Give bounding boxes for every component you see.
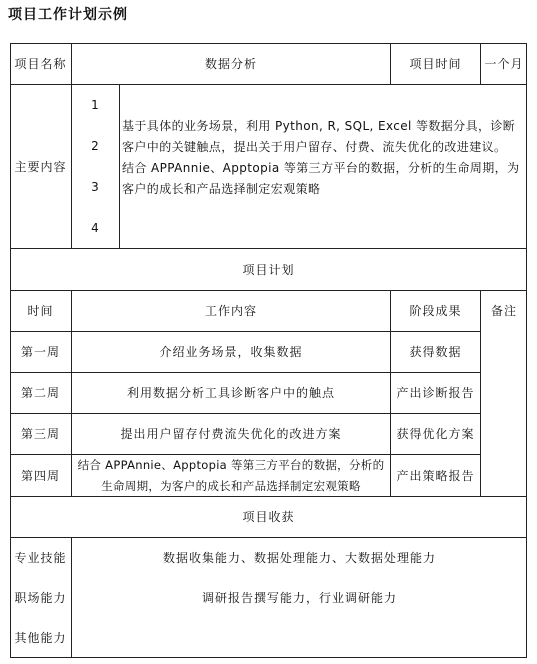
- main-content-text: [122, 116, 524, 200]
- week-cell: 第三周: [20, 427, 60, 441]
- result-cell: 产出策略报告: [396, 468, 475, 483]
- harvest-section-title: 项目收获: [242, 510, 295, 524]
- harvest-label: 职场能力: [14, 591, 67, 605]
- item-number: 3: [91, 180, 100, 194]
- content-paragraph: 结合 APPAnnie、Apptopia 等第三方平台的数据，分析的生命周期，为客户的成长和产品选择制定宏观策略: [122, 161, 520, 196]
- harvest-value: [72, 618, 527, 658]
- harvest-value: 调研报告撰写能力，行业调研能力: [201, 591, 397, 605]
- result-cell: 获得数据: [409, 345, 462, 359]
- harvest-label: 其他能力: [14, 631, 67, 645]
- harvest-label: 专业技能: [14, 551, 67, 565]
- main-content-label: 主要内容: [14, 159, 67, 174]
- document-title: 项目工作计划示例: [8, 7, 128, 23]
- work-cell: 介绍业务场景，收集数据: [159, 345, 303, 359]
- week-cell: 第四周: [20, 468, 60, 483]
- col-header-work: 工作内容: [204, 304, 257, 318]
- content-paragraph: 基于具体的业务场景，利用 Python, R, SQL, Excel 等数据分具，诊断客户中的关键触点，提出关于用户留存、付费、流失优化的改进建议。: [122, 119, 516, 154]
- item-number: 4: [91, 221, 100, 235]
- col-divider: [119, 84, 120, 249]
- item-number: 1: [91, 98, 100, 112]
- row-divider: [10, 84, 527, 85]
- week-cell: 第二周: [20, 386, 60, 400]
- project-name-value: 数据分析: [204, 56, 257, 71]
- col-header-result: 阶段成果: [409, 304, 462, 318]
- work-cell: 利用数据分析工具诊断客户中的触点: [126, 386, 335, 400]
- harvest-value: 数据收集能力、数据处理能力、大数据处理能力: [162, 551, 436, 565]
- project-time-label: 项目时间: [409, 56, 462, 71]
- project-time-value: 一个月: [484, 56, 524, 71]
- result-cell: 获得优化方案: [396, 427, 475, 441]
- item-number: 2: [91, 139, 100, 153]
- plan-section-title: 项目计划: [242, 262, 295, 277]
- project-name-label: 项目名称: [14, 56, 67, 71]
- work-cell: 结合 APPAnnie、Apptopia 等第三方平台的数据，分析的生命周期，为客户的成长和产品选择制定宏观策略: [77, 457, 385, 493]
- week-cell: 第一周: [20, 345, 60, 359]
- result-cell: 产出诊断报告: [396, 386, 475, 400]
- col-header-note: 备注: [490, 304, 517, 318]
- col-header-time: 时间: [27, 304, 54, 318]
- work-cell: 提出用户留存付费流失优化的改进方案: [120, 427, 342, 441]
